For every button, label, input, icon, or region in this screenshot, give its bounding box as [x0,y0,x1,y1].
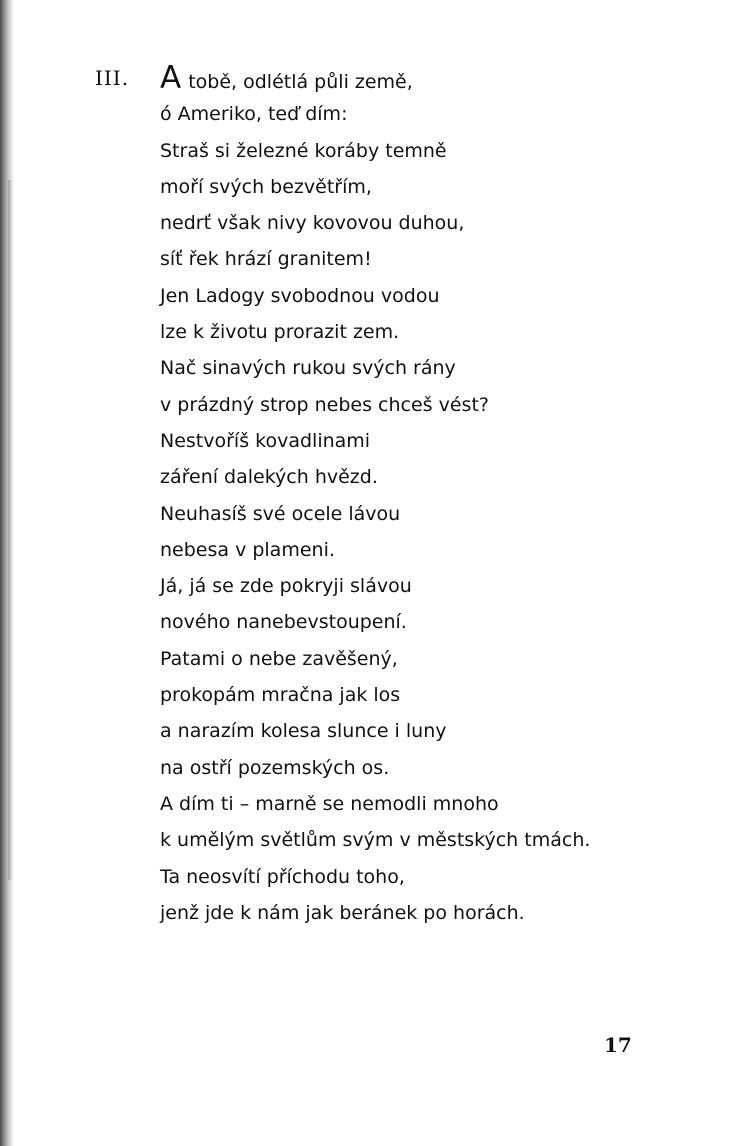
poem-line: nového nanebevstoupení. [160,611,407,634]
poem-line: moří svých bezvětřím, [160,175,372,198]
poem-line: A dím ti – marně se nemodli mnoho [160,792,499,815]
poem-line: nedrť však nivy kovovou duhou, [160,212,465,235]
page-number: 17 [604,1033,632,1057]
poem-line: síť řek hrází granitem! [160,248,372,271]
first-line-text: tobě, odlétlá půli země, [188,71,413,93]
poem-line: jenž jde k nám jak beránek po horách. [160,901,525,924]
poem-line: a narazím kolesa slunce i luny [160,720,447,743]
poem-line: prokopám mračna jak los [160,684,401,707]
drop-cap: A [160,60,182,96]
poem-line: Neuhasíš své ocele lávou [160,502,401,525]
poem-line: Ta neosvítí příchodu toho, [160,865,405,888]
poem-line: záření dalekých hvězd. [160,466,378,489]
poem-line: Nestvoříš kovadlinami [160,429,371,452]
poem-line: nebesa v plameni. [160,538,335,561]
poem [160,60,720,931]
poem-line: v prázdný strop nebes chceš vést? [160,393,489,416]
section-number: III. [95,66,130,90]
poem-line: k umělým světlům svým v městských tmách. [160,829,591,852]
poem-first-line [160,60,720,96]
poem-line: ó Ameriko, teď dím: [160,103,348,126]
poem-line: Jen Ladogy svobodnou vodou [160,284,440,307]
page-edge-fold [8,180,13,880]
poem-line: na ostří pozemských os. [160,756,390,779]
poem-line: Nač sinavých rukou svých rány [160,357,456,380]
poem-line: Já, já se zde pokryji slávou [160,575,412,598]
poem-line: Straš si železné koráby temně [160,139,447,162]
poem-line: Patami o nebe zavěšený, [160,647,398,670]
poem-line: lze k životu prorazit zem. [160,321,400,344]
